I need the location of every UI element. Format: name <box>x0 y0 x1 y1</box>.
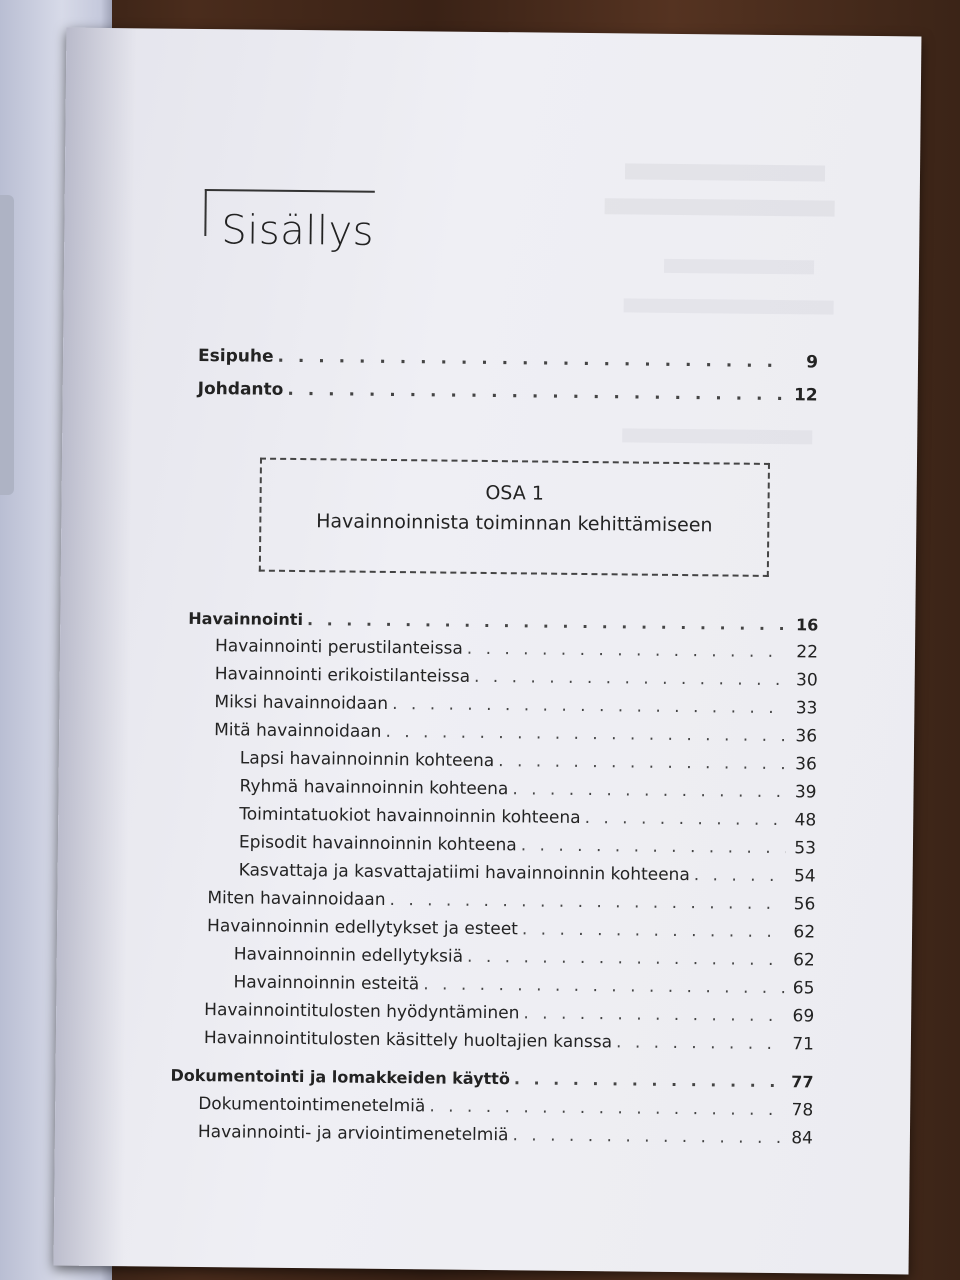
toc-entry-title: Havainnointitulosten käsittely huoltajien kanssa <box>203 1028 613 1053</box>
toc-page-number: 54 <box>793 866 816 887</box>
toc-entry-johdanto <box>198 379 818 405</box>
leader-dots <box>512 1125 783 1148</box>
bleed-through <box>624 298 834 314</box>
toc-section <box>214 692 817 718</box>
toc-entry-title: Havainnoinnin edellytykset ja esteet <box>206 916 519 940</box>
toc-page-number: 33 <box>795 698 818 719</box>
toc-section <box>214 720 817 746</box>
toc-section <box>215 636 818 662</box>
toc-subsection <box>234 944 815 970</box>
toc-entry-title: Dokumentointi ja lomakkeiden käyttö <box>170 1065 510 1089</box>
leader-dots <box>474 667 788 690</box>
toc-page-number: 36 <box>795 754 817 775</box>
toc-entry-title: Esipuhe <box>197 345 274 367</box>
toc-section <box>207 916 815 942</box>
bleed-through <box>664 259 814 275</box>
toc-section <box>204 1028 814 1054</box>
part-label: OSA 1 <box>485 481 545 505</box>
toc-page-number: 69 <box>792 1006 815 1027</box>
toc-page-number: 78 <box>791 1100 814 1121</box>
toc-entry-title: Havainnointi- ja arviointimenetelmiä <box>197 1121 509 1146</box>
toc-page-number: 22 <box>796 642 819 663</box>
toc-entry-title: Dokumentointimenetelmiä <box>198 1093 426 1117</box>
toc-entry-title: Havainnoinnin edellytyksiä <box>233 944 464 967</box>
toc-section <box>198 1094 813 1120</box>
toc-subsection <box>233 972 814 998</box>
leader-dots <box>616 1032 784 1054</box>
toc-chapter <box>170 1066 813 1092</box>
leader-dots <box>521 835 786 858</box>
toc-page-number: 39 <box>794 782 817 803</box>
toc-entry-title: Mitä havainnoidaan <box>214 720 382 742</box>
toc-page-number: 48 <box>794 810 817 831</box>
toc-page-number: 62 <box>793 950 815 971</box>
leader-dots <box>467 947 785 970</box>
toc-page-number: 62 <box>793 922 816 943</box>
page-title: Sisällys <box>221 207 375 255</box>
toc-chapter <box>188 609 818 635</box>
bleed-through <box>622 428 812 444</box>
toc-subsection <box>240 748 817 774</box>
leader-dots <box>585 808 787 830</box>
toc-subsection <box>239 860 816 886</box>
toc-entry-esipuhe <box>198 346 818 372</box>
toc-subsection <box>239 832 816 858</box>
toc-page-number: 16 <box>795 615 819 635</box>
toc-entry-title: Episodit havainnoinnin kohteena <box>238 832 517 856</box>
leader-dots <box>277 347 788 372</box>
toc-entry-title: Johdanto <box>197 378 284 400</box>
toc-entry-title: Havainnointitulosten hyödyntäminen <box>204 1000 520 1024</box>
toc-entry-title: Kasvattaja ja kasvattajatiimi havainnoinnin kohteena <box>238 860 690 886</box>
toc-entry-title: Lapsi havainnoinnin kohteena <box>239 748 495 772</box>
part-title: Havainnoinnista toiminnan kehittämiseen <box>316 510 713 537</box>
leader-dots <box>512 779 786 802</box>
toc-page-number: 77 <box>791 1072 814 1092</box>
leader-dots <box>523 1003 784 1026</box>
toc-section <box>215 664 818 690</box>
toc-page-number: 30 <box>795 670 818 691</box>
bleed-through <box>605 198 835 216</box>
toc-section <box>204 1000 814 1026</box>
book-page <box>54 28 922 1275</box>
toc-page-number: 84 <box>791 1128 814 1149</box>
toc-page-number: 12 <box>793 385 818 406</box>
toc-entry-title: Ryhmä havainnoinnin kohteena <box>239 776 509 800</box>
leader-dots <box>423 974 784 998</box>
leader-dots <box>429 1096 783 1120</box>
leader-dots <box>392 694 788 718</box>
toc-page-number: 53 <box>794 838 817 859</box>
toc-subsection <box>239 776 816 802</box>
left-page-tab <box>0 195 14 495</box>
leader-dots <box>522 919 785 942</box>
toc-section <box>198 1122 813 1148</box>
toc-entry-title: Miten havainnoidaan <box>207 888 386 910</box>
leader-dots <box>307 610 788 634</box>
toc-subsection <box>239 804 816 830</box>
leader-dots <box>467 639 788 662</box>
page-spine-shadow <box>54 28 137 1267</box>
toc-page-number: 9 <box>806 352 819 373</box>
toc-entry-title: Havainnointi erikoistilanteissa <box>214 664 471 687</box>
toc-entry-title: Havainnoinnin esteitä <box>233 972 420 995</box>
toc-entry-title: Toimintatuokiot havainnoinnin kohteena <box>239 804 581 828</box>
leader-dots <box>694 865 786 886</box>
leader-dots <box>287 380 788 405</box>
toc-page-number: 56 <box>793 894 816 915</box>
toc-entry-title: Havainnointi perustilanteissa <box>214 636 463 659</box>
part-heading-box <box>259 458 770 577</box>
toc-section <box>207 888 815 914</box>
leader-dots <box>514 1069 784 1091</box>
toc-page-number: 71 <box>792 1034 815 1055</box>
leader-dots <box>498 751 787 774</box>
toc-entry-title: Havainnointi <box>188 608 304 630</box>
leader-dots <box>385 722 787 746</box>
toc-page-number: 36 <box>795 726 818 747</box>
bleed-through <box>625 163 825 181</box>
toc-entry-title: Miksi havainnoidaan <box>214 692 389 714</box>
toc-page-number: 65 <box>792 978 815 999</box>
leader-dots <box>389 890 785 914</box>
